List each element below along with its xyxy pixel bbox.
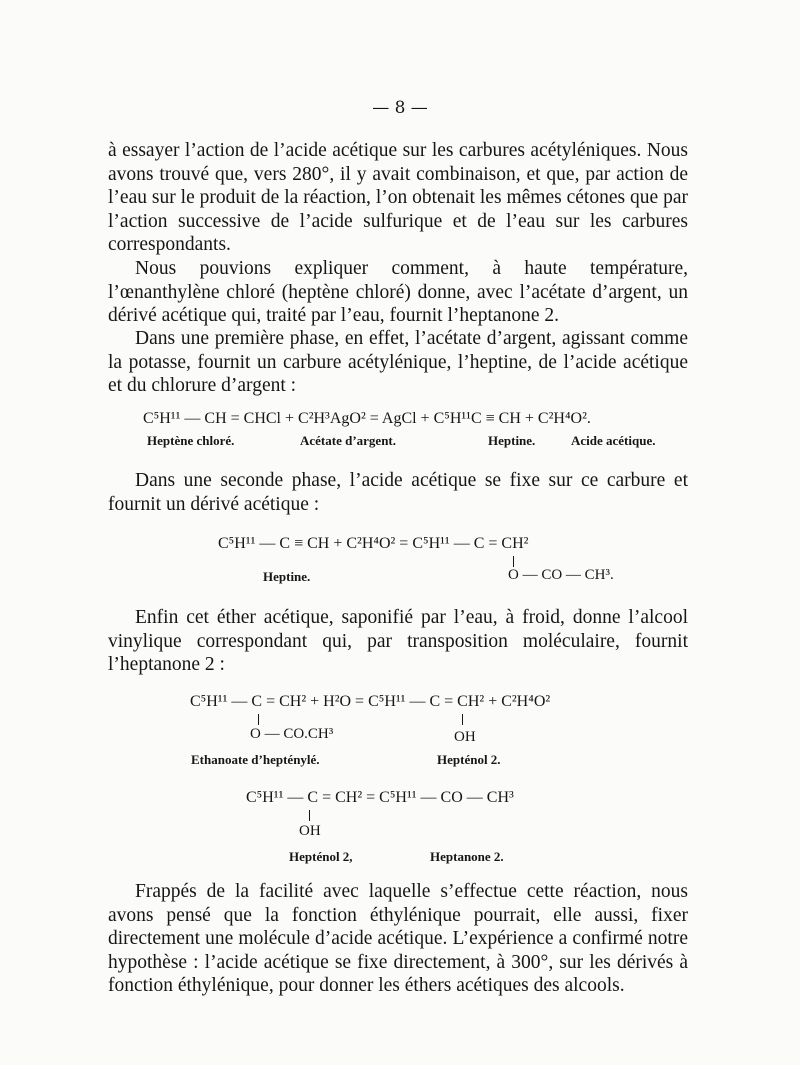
bond-line xyxy=(513,556,514,567)
equation-4: C⁵H¹¹ — C = CH² = C⁵H¹¹ — CO — CH³ xyxy=(246,789,514,806)
bond-line xyxy=(462,714,463,725)
bond-line xyxy=(258,714,259,725)
caption-heptenol-2b: Hepténol 2, xyxy=(289,849,353,864)
equation-3-substituent-left: O — CO.CH³ xyxy=(250,726,334,742)
equation-2-substituent: O — CO — CH³. xyxy=(508,567,614,583)
equation-3-substituent-right: OH xyxy=(454,729,476,745)
caption-heptine-2: Heptine. xyxy=(263,569,311,584)
equation-4-substituent: OH xyxy=(299,823,321,839)
caption-acetate-argent: Acétate d’argent. xyxy=(300,433,397,448)
equation-3: C⁵H¹¹ — C = CH² + H²O = C⁵H¹¹ — C = CH² + C²H⁴O² xyxy=(190,693,551,710)
paragraph-3: Dans une première phase, en effet, l’acétate d’argent, agissant comme la potasse, fournit un carbure acétylénique, l’heptine, de l’acide acétique et du chlorure d’argent : xyxy=(108,328,688,397)
paragraph-1: à essayer l’action de l’acide acétique sur les carbures acétyléniques. Nous avons trouvé que, vers 280°, il y avait combinaison, et que, par action de l’eau sur le produit de la réaction, l’on obtenait les mêmes cétones que par l’action successive de l’acide sulfurique et de l’eau sur les carbures correspondants. xyxy=(108,140,688,256)
caption-heptenol-2: Hepténol 2. xyxy=(437,752,501,767)
paragraph-5: Enfin cet éther acétique, saponifié par l’eau, à froid, donne l’alcool vinylique correspondant qui, par transposition moléculaire, fournit l’heptanone 2 : xyxy=(108,607,688,676)
caption-heptine: Heptine. xyxy=(488,433,536,448)
page-number: — 8 — xyxy=(372,98,428,118)
caption-acide-acetique: Acide acétique. xyxy=(571,433,656,448)
equation-2: C⁵H¹¹ — C ≡ CH + C²H⁴O² = C⁵H¹¹ — C = CH² xyxy=(218,535,529,552)
paragraph-6: Frappés de la facilité avec laquelle s’effectue cette réaction, nous avons pensé que la fonction éthylénique pourrait, elle aussi, fixer directement une molécule d’acide acétique. L’expérience a confirmé notre hypothèse : l’acide acétique se fixe directement, à 300°, sur les dérivés à fonction éthylénique, pour donner les éthers acétiques des alcools. xyxy=(108,881,688,997)
paragraph-2: Nous pouvions expliquer comment, à haute température, l’œnanthylène chloré (heptène chloré) donne, avec l’acétate d’argent, un dérivé acétique qui, traité par l’eau, fournit l’heptanone 2. xyxy=(108,258,688,327)
paragraph-4: Dans une seconde phase, l’acide acétique se fixe sur ce carbure et fournit un dérivé acétique : xyxy=(108,470,688,515)
caption-heptanone-2: Heptanone 2. xyxy=(430,849,504,864)
caption-ethanoate-heptenyle: Ethanoate d’hepténylé. xyxy=(191,752,320,767)
equation-1: C⁵H¹¹ — CH = CHCl + C²H³AgO² = AgCl + C⁵H¹¹C ≡ CH + C²H⁴O². xyxy=(143,410,591,427)
caption-heptene-chlore: Heptène chloré. xyxy=(147,433,235,448)
bond-line xyxy=(309,810,310,821)
